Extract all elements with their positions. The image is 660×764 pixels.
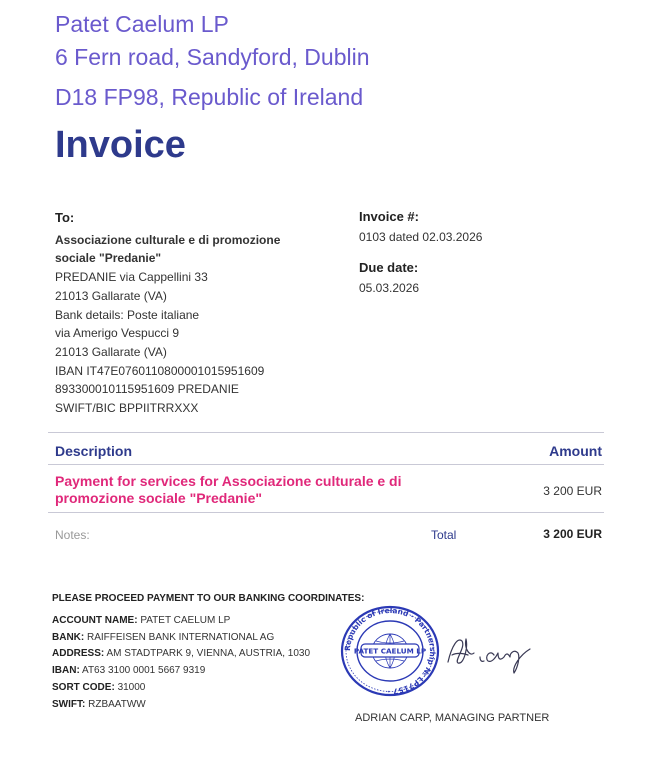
table-top-divider <box>48 432 604 433</box>
invoice-number-label: Invoice #: <box>359 209 419 224</box>
bank-value: PATET CAELUM LP <box>140 614 231 626</box>
bank-key: SWIFT: <box>52 698 86 710</box>
recipient-line: Bank details: Poste italiane <box>55 307 200 322</box>
bank-key: SORT CODE: <box>52 681 115 693</box>
bank-key: ADDRESS: <box>52 648 105 660</box>
bank-row <box>52 663 364 680</box>
stamp-center-text: PATET CAELUM LP <box>353 646 427 656</box>
recipient-line: 21013 Gallarate (VA) <box>55 344 167 359</box>
bank-key: BANK: <box>52 631 85 643</box>
sender-name: Patet Caelum LP <box>55 11 229 37</box>
bank-row <box>52 613 364 630</box>
sender-address <box>55 8 370 114</box>
due-date-label: Due date: <box>359 260 419 275</box>
bank-value: AT63 3100 0001 5667 9319 <box>82 665 206 677</box>
recipient-line: SWIFT/BIC BPPIITRRXXX <box>55 401 199 416</box>
handwritten-signature <box>440 627 550 677</box>
invoice-number-value: 0103 dated 02.03.2026 <box>359 230 483 244</box>
bank-row <box>52 630 364 647</box>
bank-row <box>52 697 364 714</box>
recipient-header: To: <box>55 210 75 225</box>
bank-key: ACCOUNT NAME: <box>52 614 138 626</box>
total-value: 3 200 EUR <box>543 527 602 541</box>
stamp-ring-text: Republic of Ireland · Partnership № LP7157 · <box>342 605 438 697</box>
column-header-description: Description <box>55 443 133 459</box>
bank-value: 31000 <box>117 681 146 693</box>
page-title: Invoice <box>55 124 186 166</box>
due-date-value: 05.03.2026 <box>359 281 420 295</box>
bank-details-title: PLEASE PROCEED PAYMENT TO OUR BANKING COORDINATES: <box>52 593 365 604</box>
bank-row <box>52 680 364 697</box>
bank-key: IBAN: <box>52 665 80 677</box>
recipient-line: PREDANIE via Cappellini 33 <box>55 270 208 285</box>
recipient-block <box>55 209 315 418</box>
company-stamp <box>340 605 440 697</box>
bank-value: AM STADTPARK 9, VIENNA, AUSTRIA, 1030 <box>106 648 311 660</box>
recipient-name-line1: Associazione culturale e di promozione <box>55 232 281 247</box>
column-header-amount: Amount <box>549 443 602 459</box>
recipient-line: IBAN IT47E0760110800001015951609 <box>55 363 265 378</box>
total-label: Total <box>431 528 457 542</box>
notes-label: Notes: <box>55 528 90 542</box>
sender-city: D18 FP98, Republic of Ireland <box>55 83 364 110</box>
signer-name: ADRIAN CARP, MANAGING PARTNER <box>355 712 550 724</box>
item-divider <box>48 512 604 513</box>
invoice-info <box>359 209 482 311</box>
bank-details <box>52 591 364 714</box>
recipient-name-line2: sociale "Predanie" <box>55 251 162 266</box>
bank-row <box>52 646 364 663</box>
sender-street: 6 Fern road, Sandyford, Dublin <box>55 44 370 71</box>
bank-value: RAIFFEISEN BANK INTERNATIONAL AG <box>87 631 275 643</box>
bank-value: RZBAATWW <box>88 698 146 710</box>
line-item-description: Payment for services for Associazione culturale e di promozione sociale "Predanie" <box>55 473 402 506</box>
header-divider <box>48 464 604 465</box>
recipient-line: 893300010115951609 PREDANIE <box>55 382 239 397</box>
line-item-amount: 3 200 EUR <box>543 484 602 498</box>
recipient-line: 21013 Gallarate (VA) <box>55 288 167 303</box>
recipient-line: via Amerigo Vespucci 9 <box>55 326 180 341</box>
